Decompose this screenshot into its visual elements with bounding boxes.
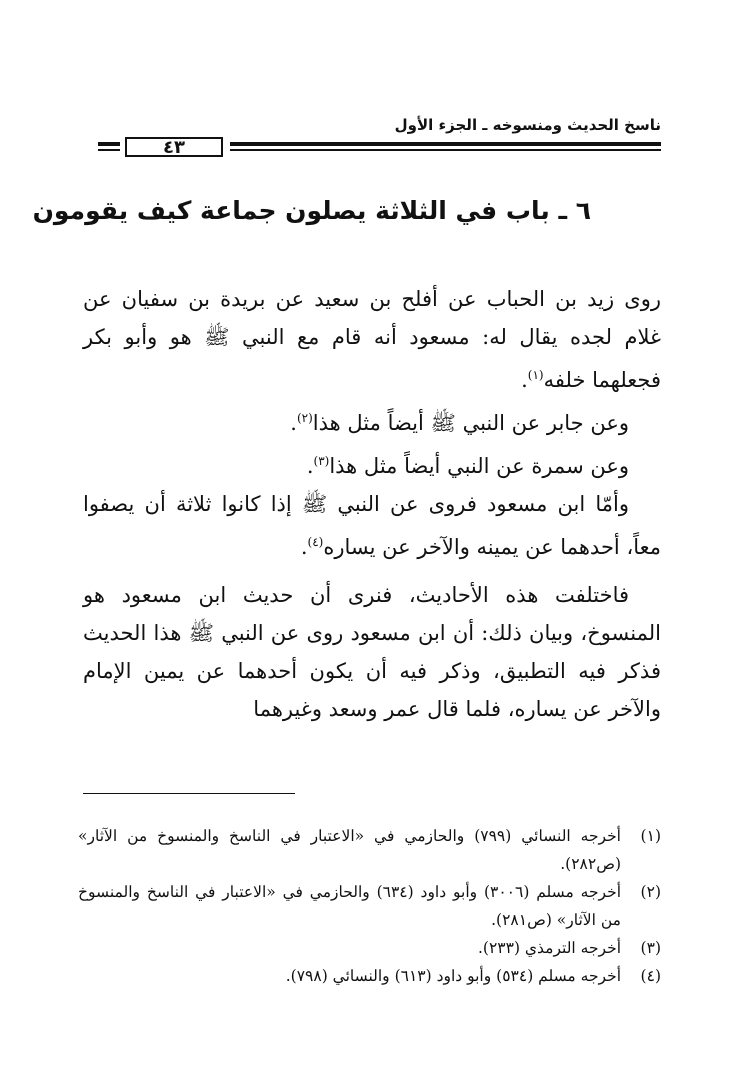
footnote-ref[interactable]: (٣) bbox=[313, 454, 330, 468]
footnotes bbox=[78, 822, 661, 990]
paragraph-text: روى زيد بن الحباب عن أفلح بن سعيد عن بريدة بن سفيان عن غلام لجده يقال له: مسعود أنه قام مع النبي ﷺ هو وأبو بكر فجعلهما خلفه bbox=[83, 287, 661, 392]
footnote-separator bbox=[83, 793, 295, 794]
body-paragraph bbox=[83, 485, 661, 566]
footnote-ref[interactable]: (٢) bbox=[296, 411, 313, 425]
paragraph-text: . bbox=[306, 454, 314, 478]
chapter-heading: ٦ ـ باب في الثلاثة يصلون جماعة كيف يقومون bbox=[32, 196, 591, 225]
footnote-text: أخرجه مسلم (٥٣٤) وأبو داود (٦١٣) والنسائي (٧٩٨). bbox=[285, 967, 621, 985]
header-rule-line bbox=[230, 142, 661, 153]
footnote-item bbox=[78, 934, 661, 962]
body-text bbox=[83, 280, 661, 728]
footnote-ref[interactable]: (٤) bbox=[307, 535, 324, 549]
footnote-ref[interactable]: (١) bbox=[527, 368, 544, 382]
paragraph-text: . bbox=[300, 535, 308, 559]
header-rule-stub bbox=[98, 142, 120, 153]
footnote-item bbox=[78, 962, 661, 990]
footnote-number: (٢) bbox=[640, 883, 661, 901]
footnote-text: أخرجه الترمذي (٢٣٣). bbox=[477, 939, 621, 957]
paragraph-text: وأمّا ابن مسعود فروى عن النبي ﷺ إذا كانوا ثلاثة أن يصفوا معاً، أحدهما عن يمينه والآخر عن يساره bbox=[83, 492, 661, 559]
page-number: ٤٣ bbox=[125, 137, 223, 157]
header-rule bbox=[80, 137, 661, 159]
paragraph-text: . bbox=[521, 368, 528, 392]
body-paragraph bbox=[83, 280, 661, 399]
paragraph-text: . bbox=[290, 411, 297, 435]
footnote-number: (٤) bbox=[640, 967, 661, 985]
body-paragraph bbox=[83, 442, 661, 485]
footnote-number: (١) bbox=[640, 827, 661, 845]
paragraph-text: وعن جابر عن النبي ﷺ أيضاً مثل هذا bbox=[312, 411, 629, 435]
paragraph-text: فاختلفت هذه الأحاديث، فنرى أن حديث ابن مسعود هو المنسوخ، وبيان ذلك: أن ابن مسعود روى عن النبي ﷺ هذا الحديث فذكر فيه التطبيق، وذكر فيه أن يكون أحدهما عن يمين الإمام والآخر عن يساره، فلما قال عمر وسعد وغيرهما bbox=[83, 583, 661, 721]
running-header-title: ناسخ الحديث ومنسوخه ـ الجزء الأول bbox=[394, 116, 661, 134]
footnote-number: (٣) bbox=[640, 939, 661, 957]
paragraph-text: وعن سمرة عن النبي أيضاً مثل هذا bbox=[329, 454, 629, 478]
footnote-text: أخرجه النسائي (٧٩٩) والحازمي في «الاعتبار في الناسخ والمنسوخ من الآثار» (ص٢٨٢). bbox=[78, 827, 621, 873]
footnote-item bbox=[78, 822, 661, 878]
footnote-text: أخرجه مسلم (٣٠٠٦) وأبو داود (٦٣٤) والحازمي في «الاعتبار في الناسخ والمنسوخ من الآثار» (ص٢٨١). bbox=[78, 883, 621, 929]
body-paragraph bbox=[83, 576, 661, 728]
body-paragraph bbox=[83, 399, 661, 442]
footnote-item bbox=[78, 878, 661, 934]
